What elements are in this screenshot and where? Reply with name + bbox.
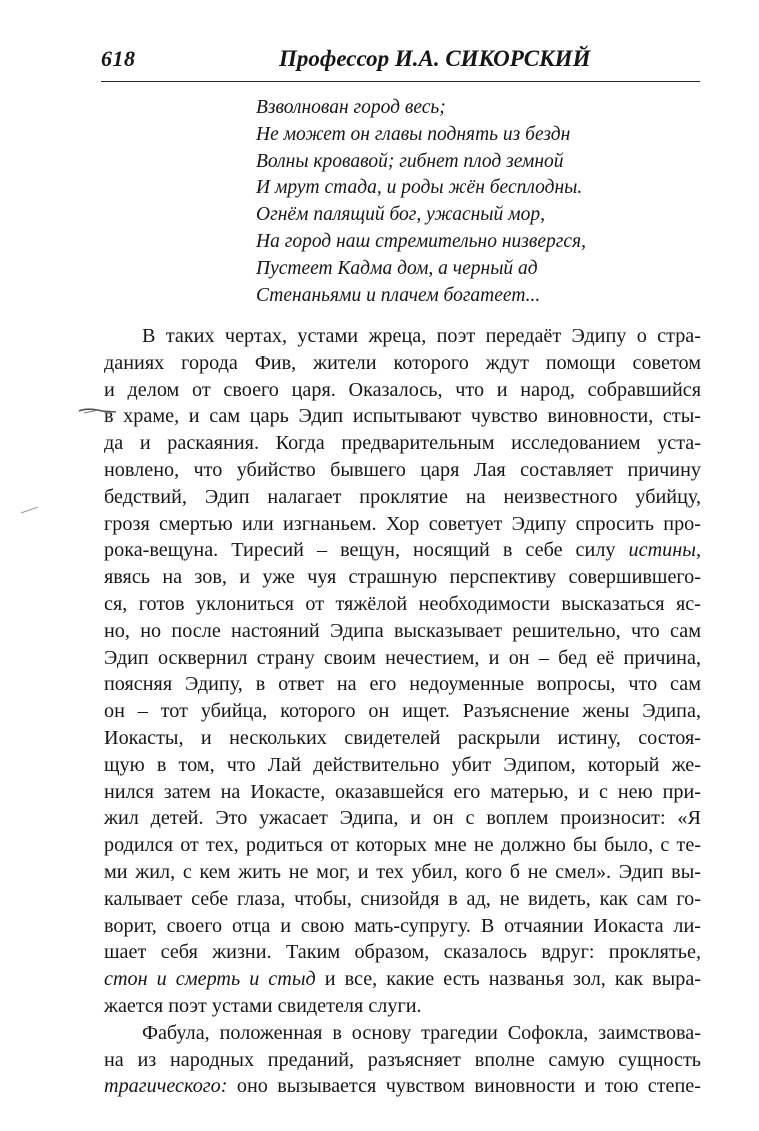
paragraph-2 xyxy=(104,1020,701,1100)
body-text xyxy=(104,323,701,1100)
text-line: В таких чертах, устами жреца, поэт передаёт Эдипу о стра- xyxy=(142,325,701,347)
text-line: поясняя Эдипу, в ответ на его недоуменные вопросы, что сам xyxy=(104,673,701,696)
verse-line: На город наш стремительно низвергся, xyxy=(256,230,586,252)
text-line xyxy=(104,1073,701,1100)
verse-quote xyxy=(256,95,586,309)
text-line: Иокасты, и нескольких свидетелей раскрыли истину, состоя- xyxy=(104,726,701,749)
text-line: да и раскаяния. Когда предварительным исследованием уста- xyxy=(104,432,701,455)
text-line: ворит, своего отца и свою мать-супругу. В отчаянии Иокаста ли- xyxy=(104,914,701,937)
text-line: родился от тех, родиться от которых мне не должно бы было, с те- xyxy=(104,834,701,857)
text-line: в храме, и сам царь Эдип испытывают чувство виновности, сты- xyxy=(104,405,701,428)
verse-line: И мрут стада, и роды жён бесплодны. xyxy=(256,177,583,199)
paragraph-1 xyxy=(104,323,701,1020)
page-number: 618 xyxy=(101,46,136,71)
emphasis-text: истины, xyxy=(628,539,701,562)
text-line: ся, готов уклониться от тяжёлой необходимости высказаться яс- xyxy=(104,592,701,615)
text-line: на из народных преданий, разъясняет вполне самую сущность xyxy=(104,1048,701,1071)
text-line: и делом от своего царя. Оказалось, что и народ, собравшийся xyxy=(104,378,701,401)
text-line: щую в том, что Лай действительно убит Эдипом, который же- xyxy=(104,753,701,776)
text-segment: рока-вещуна. Тиресий – вещун, носящий в себе силу xyxy=(104,539,616,562)
text-line: даниях города Фив, жители которого ждут помощи советом xyxy=(104,351,701,374)
verse-line: Волны кровавой; гибнет плод земной xyxy=(256,150,564,172)
text-line: жил детей. Это ужасает Эдипа, и он с воплем произносит: «Я xyxy=(104,807,701,830)
header-rule xyxy=(101,81,700,82)
text-line xyxy=(104,966,701,993)
text-line: но, но после настояний Эдипа высказывает решительно, что сам xyxy=(104,619,701,642)
text-line: бедствий, Эдип налагает проклятие на неизвестного убийцу, xyxy=(104,485,701,508)
verse-line: Взволнован город весь; xyxy=(256,97,446,118)
text-line: Фабула, положенная в основу трагедии Софокла, заимствова- xyxy=(142,1021,701,1044)
text-line: шает себя жизни. Таким образом, сказалось вдруг: проклятье, xyxy=(104,941,701,964)
text-line: жается поэт устами свидетеля слуги. xyxy=(104,994,422,1017)
page-header xyxy=(101,40,701,80)
text-line: грозя смертью или изгнаньем. Хор советует Эдипу спросить про- xyxy=(104,512,701,535)
text-line: Эдип осквернил страну своим нечестием, и он – бед её причина, xyxy=(104,646,701,669)
verse-line: Огнём палящий бог, ужасный мор, xyxy=(256,204,545,226)
pencil-tick-icon xyxy=(20,505,40,515)
text-segment: оно вызывается чувством виновности и тою степе- xyxy=(227,1075,701,1098)
emphasis-text: трагического: xyxy=(104,1075,228,1098)
text-line: калывает себе глаза, чтобы, снизойдя в ад, не видеть, как сам го- xyxy=(104,887,701,910)
text-line: новлено, что убийство бывшего царя Лая составляет причину xyxy=(104,458,701,481)
text-line: явясь на зов, и уже чуя страшную перспективу совершившего- xyxy=(104,566,701,589)
running-title: Профессор И.А. СИКОРСКИЙ xyxy=(279,46,591,71)
emphasis-text: стон и смерть и стыд xyxy=(104,968,316,991)
text-line: ми жил, с кем жить не мог, и тех убил, кого б не смел». Эдип вы- xyxy=(104,860,701,883)
pencil-mark-icon xyxy=(78,405,118,417)
text-line: он – тот убийца, которого он ищет. Разъяснение жены Эдипа, xyxy=(104,700,701,723)
verse-line: Не может он главы поднять из бездн xyxy=(256,123,571,145)
text-line xyxy=(104,537,701,564)
text-segment: и все, какие есть названья зол, как выра- xyxy=(315,968,702,991)
verse-line: Пустеет Кадма дом, а черный ад xyxy=(256,257,538,279)
text-line: нился затем на Иокасте, оказавшейся его матерью, и с нею при- xyxy=(104,780,701,803)
verse-line: Стенаньями и плачем богатеет... xyxy=(256,284,541,306)
